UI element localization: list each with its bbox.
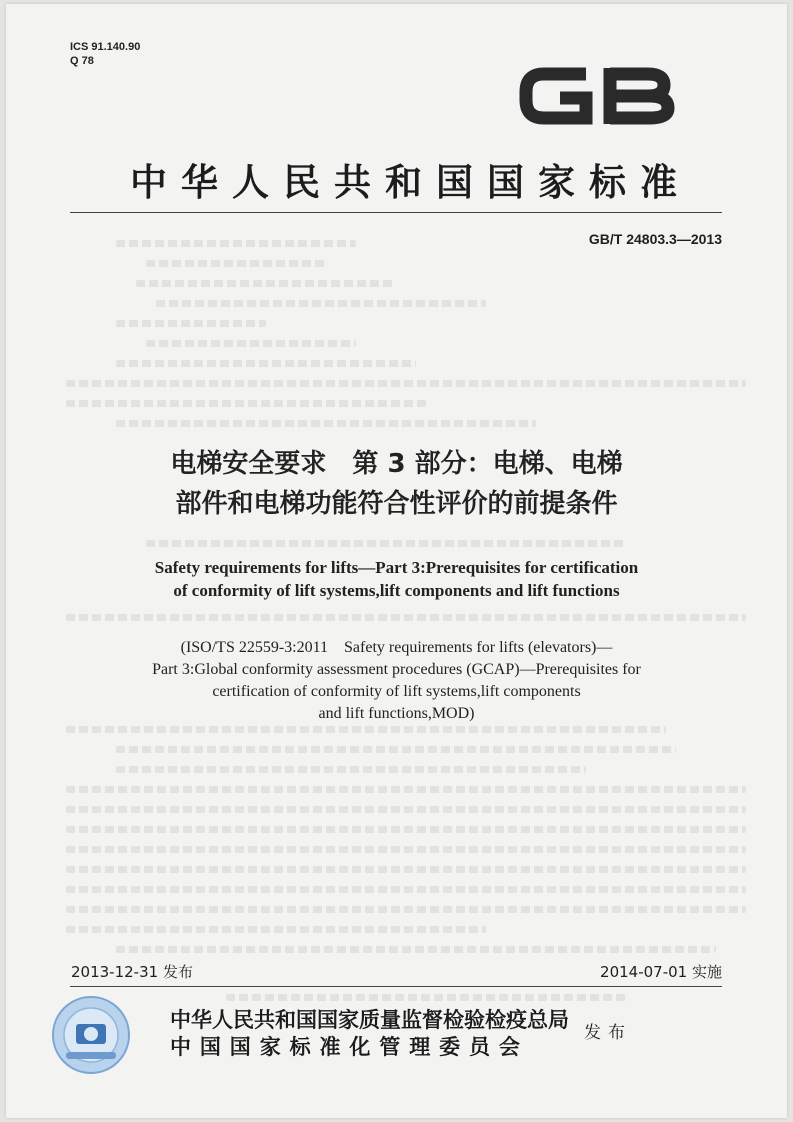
chinese-title-line-2: 部件和电梯功能符合性评价的前提条件	[175, 489, 618, 519]
bleed-through-text	[116, 320, 266, 327]
publisher-sac: 中国国家标准化管理委员会	[170, 1035, 529, 1059]
bleed-through-text	[66, 614, 746, 621]
bleed-through-text	[66, 400, 426, 407]
bleed-through-text	[66, 846, 746, 853]
bleed-through-text	[146, 540, 626, 547]
original-reference-line-1: (ISO/TS 22559-3:2011 Safety requirements for lifts (elevators)—	[180, 639, 613, 656]
bleed-through-text	[66, 726, 666, 733]
bleed-through-text	[66, 806, 746, 813]
bleed-through-text	[116, 746, 676, 753]
bleed-through-text	[116, 766, 586, 773]
bleed-through-text	[66, 826, 746, 833]
english-title-line-2: of conformity of lift systems,lift components and lift functions	[173, 581, 620, 600]
publisher-aqsiq: 中华人民共和国国家质量监督检验检疫总局	[170, 1008, 569, 1032]
bleed-through-text	[66, 786, 746, 793]
bleed-through-text	[146, 340, 356, 347]
issue-date: 2013-12-31 发布	[71, 963, 193, 981]
bleed-through-text	[116, 240, 356, 247]
gb-logo-icon	[516, 58, 676, 134]
anti-counterfeit-seal-icon	[50, 994, 132, 1076]
standard-type-heading: 中华人民共和国国家标准	[130, 160, 691, 204]
chinese-title	[0, 444, 793, 524]
header-rule	[70, 212, 722, 213]
bleed-through-text	[146, 260, 326, 267]
standard-number: GB/T 24803.3—2013	[588, 231, 722, 247]
original-reference-line-2: Part 3:Global conformity assessment procedures (GCAP)—Prerequisites for	[152, 661, 641, 678]
bleed-through-text	[156, 300, 486, 307]
publishing-authorities	[170, 1007, 569, 1061]
original-reference-line-4: and lift functions,MOD)	[318, 705, 475, 722]
bleed-through-text	[116, 420, 536, 427]
bleed-through-text	[226, 994, 626, 1001]
bleed-through-text	[66, 906, 746, 913]
bleed-through-text	[66, 926, 486, 933]
ccs-code: Q 78	[70, 55, 94, 67]
bleed-through-text	[116, 360, 416, 367]
classification-codes	[70, 40, 140, 68]
bleed-through-text	[136, 280, 396, 287]
publish-label: 发布	[584, 1023, 632, 1043]
bleed-through-text	[66, 866, 746, 873]
english-title-line-1: Safety requirements for lifts—Part 3:Prerequisites for certification	[154, 558, 639, 577]
ics-code: ICS 91.140.90	[70, 41, 141, 53]
footer-rule	[70, 986, 722, 987]
implementation-date: 2014-07-01 实施	[600, 963, 722, 981]
bleed-through-text	[66, 886, 746, 893]
original-reference-line-3: certification of conformity of lift systems,lift components	[212, 683, 581, 700]
bleed-through-text	[116, 946, 716, 953]
english-title	[0, 556, 793, 602]
chinese-title-line-1: 电梯安全要求 第 3 部分：电梯、电梯	[170, 449, 623, 479]
original-standard-reference	[0, 637, 793, 725]
bleed-through-text	[66, 380, 746, 387]
